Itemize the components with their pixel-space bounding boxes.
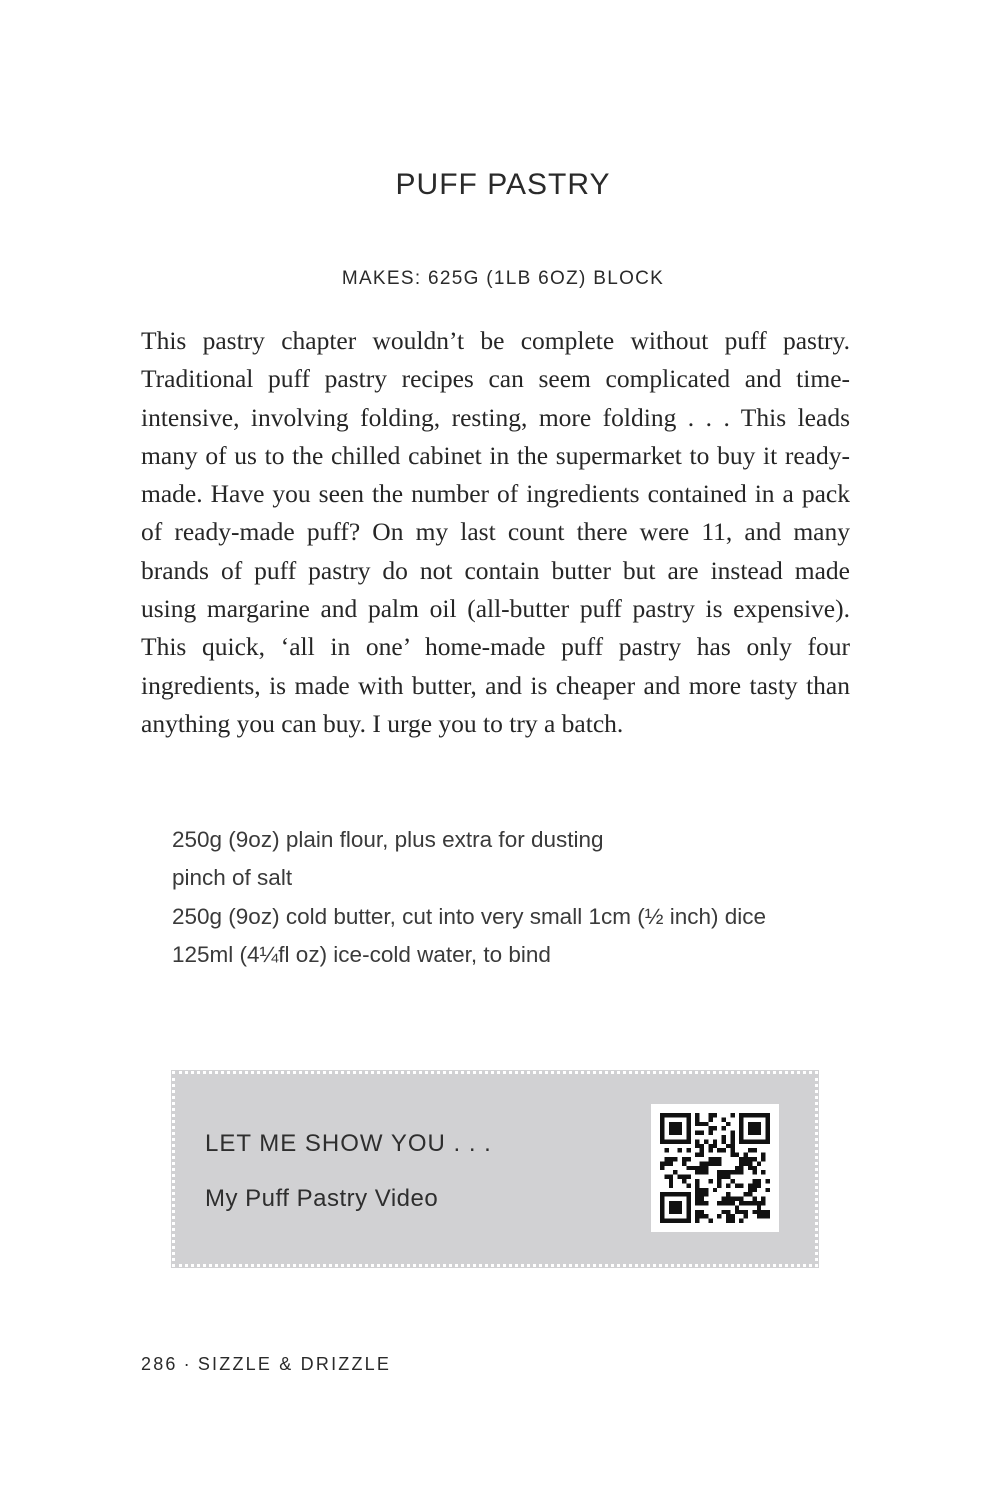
qr-code-graphic — [660, 1113, 770, 1223]
footer-separator: · — [183, 1354, 192, 1374]
ingredient-item: 250g (9oz) cold butter, cut into very small 1cm (½ inch) dice — [172, 903, 767, 929]
ingredient-item: 250g (9oz) plain flour, plus extra for dusting — [172, 827, 604, 852]
recipe-yield: MAKES: 625G (1LB 6OZ) BLOCK — [341, 268, 665, 289]
page-footer — [141, 1354, 391, 1375]
ingredient-item: 125ml (4¼fl oz) ice-cold water, to bind — [172, 941, 551, 967]
promo-heading: LET ME SHOW YOU . . . — [205, 1130, 492, 1157]
recipe-intro: This pastry chapter wouldn’t be complete without puff pastry. Traditional puff pastry recipes can seem complicated and time-intensive, involving folding, resting, more folding . . . This leads many of us to the chilled cabinet in the supermarket to buy it ready-made. Have you seen the number of ingredients contained in a pack of ready-made puff? On my last count there were 11, and many brands of puff pastry do not contain butter but are instead made using margarine and palm oil (all-butter puff pastry is expensive). This quick, ‘all in one’ home-made puff pastry has only four ingredients, is made with butter, and is cheaper and more tasty than anything you can buy. I urge you to try a batch. — [141, 326, 850, 738]
video-promo-box — [172, 1071, 818, 1267]
ingredient-list — [172, 821, 812, 974]
ingredient-item: pinch of salt — [172, 865, 293, 891]
page-number: 286 — [141, 1354, 178, 1374]
recipe-title: PUFF PASTRY — [395, 168, 611, 201]
qr-code-icon[interactable] — [651, 1104, 779, 1232]
book-title: SIZZLE & DRIZZLE — [197, 1354, 392, 1374]
video-link[interactable]: My Puff Pastry Video — [205, 1185, 439, 1212]
